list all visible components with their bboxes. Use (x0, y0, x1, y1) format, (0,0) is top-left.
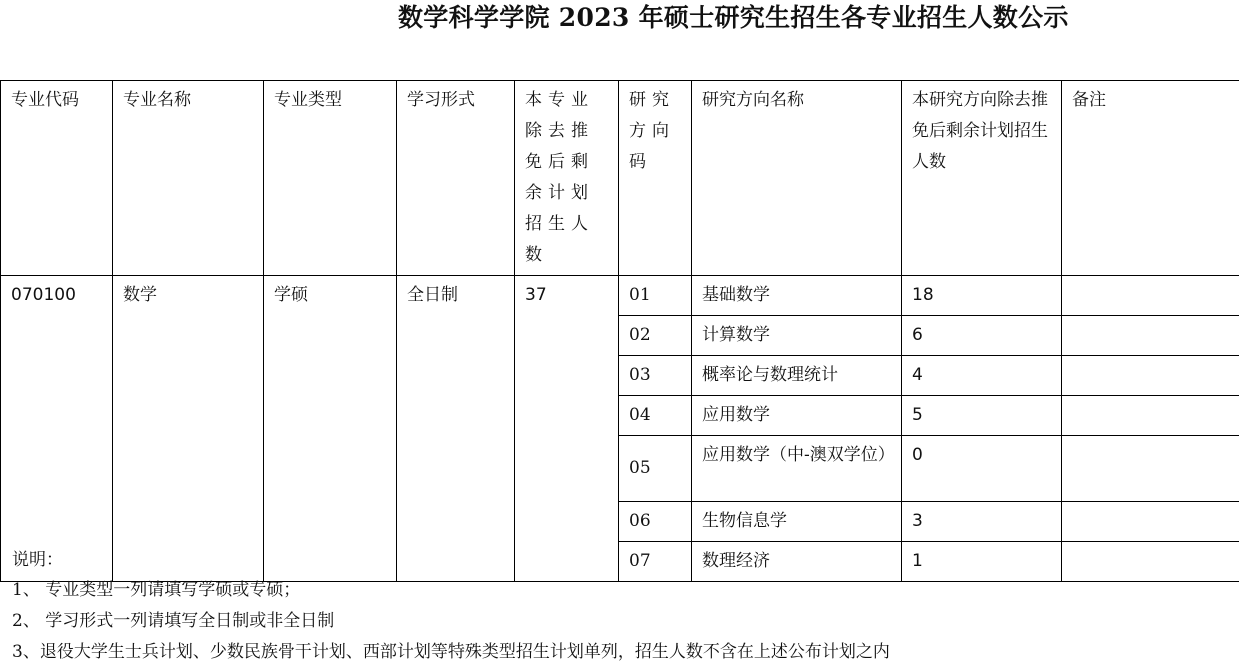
direction-count-cell: 1 (902, 542, 1062, 582)
header-direction-code: 研究方向码 (619, 81, 692, 276)
direction-count-cell: 6 (902, 316, 1062, 356)
header-row (1, 81, 1239, 276)
note-item: 3、退役大学生士兵计划、少数民族骨干计划、西部计划等特殊类型招生计划单列，招生人数不含在上述公布计划之内 (12, 642, 890, 662)
direction-code-cell: 05 (619, 436, 692, 502)
direction-remark-cell (1062, 396, 1239, 436)
header-direction-remaining: 本研究方向除去推免后剩余计划招生人数 (902, 81, 1062, 276)
study-mode-cell: 全日制 (397, 276, 515, 582)
direction-code-cell: 03 (619, 356, 692, 396)
direction-name-cell: 生物信息学 (692, 502, 902, 542)
table-row (1, 276, 1239, 316)
major-name-cell: 数学 (113, 276, 264, 582)
direction-name-cell: 基础数学 (692, 276, 902, 316)
direction-remark-cell (1062, 502, 1239, 542)
direction-count-cell: 18 (902, 276, 1062, 316)
direction-name-cell: 应用数学（中-澳双学位） (692, 436, 902, 502)
notes-heading: 说明： (12, 550, 63, 570)
direction-code-cell: 06 (619, 502, 692, 542)
note-item: 2、 学习形式一列请填写全日制或非全日制 (12, 611, 335, 631)
major-code-cell: 070100 (1, 276, 113, 582)
enrollment-table (0, 80, 1239, 582)
major-type-cell: 学硕 (264, 276, 397, 582)
direction-remark-cell (1062, 276, 1239, 316)
header-remaining-total: 本专业除去推免后剩余计划招生人数 (515, 81, 619, 276)
direction-code-cell: 04 (619, 396, 692, 436)
page-title: 数学科学学院 2023 年硕士研究生招生各专业招生人数公示 (398, 3, 1069, 32)
note-item: 1、 专业类型一列请填写学硕或专硕； (12, 580, 301, 600)
direction-code-cell: 02 (619, 316, 692, 356)
header-study-mode: 学习形式 (397, 81, 515, 276)
direction-name-cell: 概率论与数理统计 (692, 356, 902, 396)
remaining-total-cell: 37 (515, 276, 619, 582)
header-major-type: 专业类型 (264, 81, 397, 276)
header-major-name: 专业名称 (113, 81, 264, 276)
direction-count-cell: 4 (902, 356, 1062, 396)
direction-code-cell: 01 (619, 276, 692, 316)
header-major-code: 专业代码 (1, 81, 113, 276)
direction-remark-cell (1062, 436, 1239, 502)
direction-name-cell: 计算数学 (692, 316, 902, 356)
direction-remark-cell (1062, 316, 1239, 356)
notes-section (12, 545, 1232, 668)
direction-name-cell: 应用数学 (692, 396, 902, 436)
direction-count-cell: 0 (902, 436, 1062, 502)
header-remarks: 备注 (1062, 81, 1239, 276)
direction-code-cell: 07 (619, 542, 692, 582)
direction-name-cell: 数理经济 (692, 542, 902, 582)
direction-count-cell: 5 (902, 396, 1062, 436)
direction-remark-cell (1062, 356, 1239, 396)
direction-count-cell: 3 (902, 502, 1062, 542)
header-direction-name: 研究方向名称 (692, 81, 902, 276)
